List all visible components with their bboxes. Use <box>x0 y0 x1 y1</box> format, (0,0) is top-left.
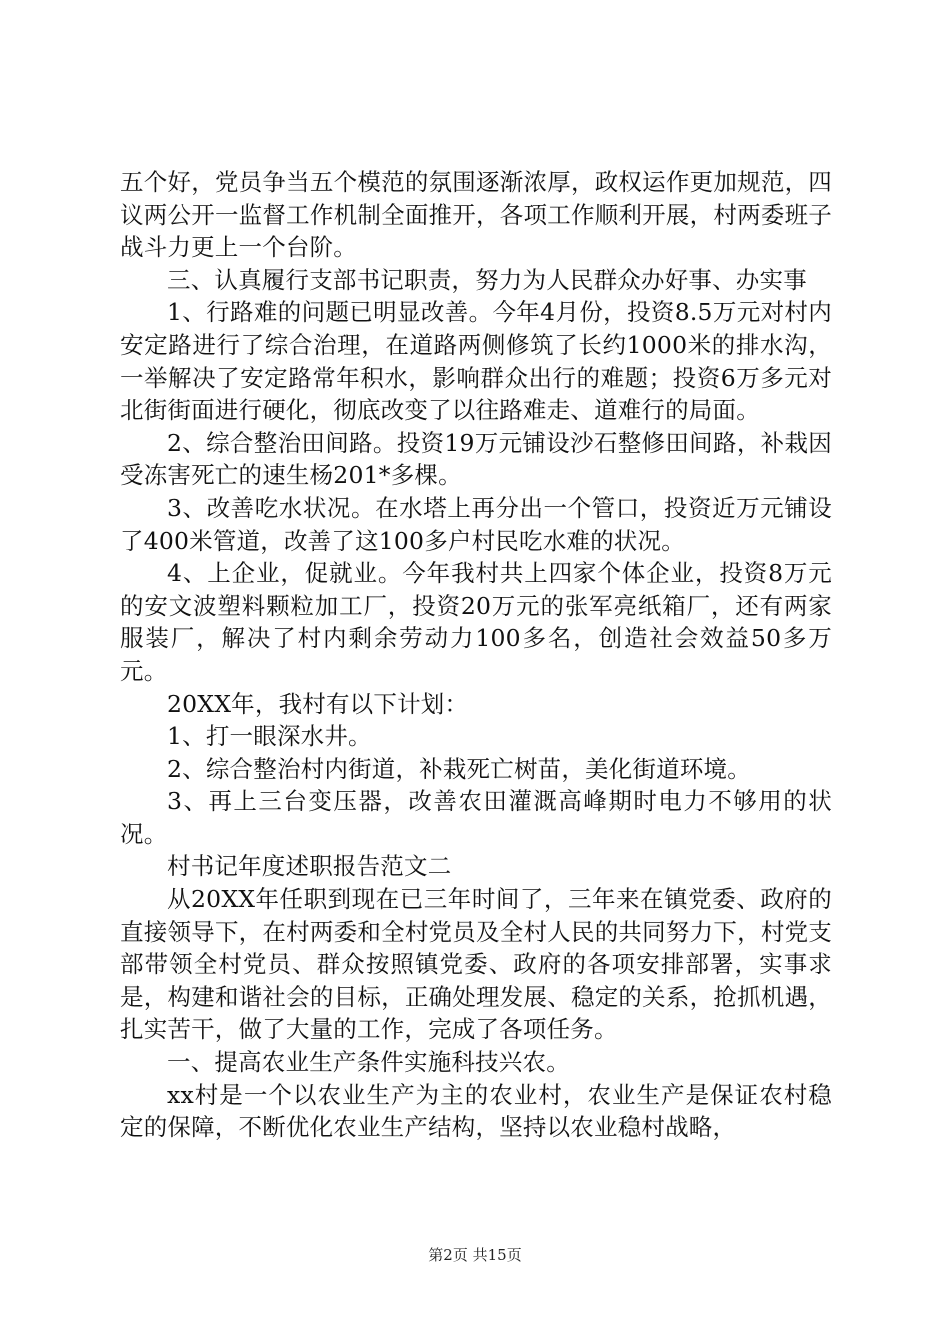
document-body <box>120 166 832 1144</box>
paragraph-plan-transformer: 3、再上三台变压器，改善农田灌溉高峰期时电力不够用的状况。 <box>120 787 832 848</box>
paragraph-item-road: 1、行路难的问题已明显改善。今年4月份，投资8.5万元对村内安定路进行了综合治理，在道路两侧修筑了长约1000米的排水沟，一举解决了安定路常年积水，影响群众出行的难题；投资6万多元对北街街面进行硬化，彻底改变了以往路难走、道难行的局面。 <box>120 298 832 425</box>
paragraph-item-water: 3、改善吃水状况。在水塔上再分出一个管口，投资近万元铺设了400米管道，改善了这100多户村民吃水难的状况。 <box>120 493 832 555</box>
paragraph-plan-intro: 20XX年，我村有以下计划： <box>167 689 469 718</box>
section-heading-three: 三、认真履行支部书记职责，努力为人民群众办好事、办实事 <box>167 265 807 294</box>
paragraph-continuation: 五个好，党员争当五个模范的氛围逐渐浓厚，政权运作更加规范，四议两公开一监督工作机制全面推开，各项工作顺利开展，村两委班子战斗力更上一个台阶。 <box>120 168 832 262</box>
paragraph-item-field-road: 2、综合整治田间路。投资19万元铺设沙石整修田间路，补栽因受冻害死亡的速生杨201*多棵。 <box>120 428 832 490</box>
paragraph-item-enterprise: 4、上企业，促就业。今年我村共上四家个体企业，投资8万元的安文波塑料颗粒加工厂，投资20万元的张军亮纸箱厂，还有两家服装厂，解决了村内剩余劳动力100多名，创造社会效益50多万元。 <box>120 559 832 685</box>
paragraph-plan-well: 1、打一眼深水井。 <box>167 722 372 751</box>
paragraph-agriculture: xx村是一个以农业生产为主的农业村，农业生产是保证农村稳定的保障，不断优化农业生产结构，坚持以农业稳村战略， <box>120 1080 832 1142</box>
page-number: 第2页 共15页 <box>428 1246 522 1264</box>
paragraph-plan-street: 2、综合整治村内街道，补栽死亡树苗，美化街道环境。 <box>167 754 751 783</box>
page-footer <box>0 1245 950 1265</box>
section-heading-one: 一、提高农业生产条件实施科技兴农。 <box>167 1048 570 1077</box>
paragraph-intro-two: 从20XX年任职到现在已三年时间了，三年来在镇党委、政府的直接领导下，在村两委和全村党员及全村人民的共同努力下，村党支部带领全村党员、群众按照镇党委、政府的各项安排部署，实事求是，构建和谐社会的目标，正确处理发展、稳定的关系，抢抓机遇，扎实苦干，做了大量的工作，完成了各项任务。 <box>120 885 832 1044</box>
article-title-two: 村书记年度述职报告范文二 <box>167 852 452 881</box>
